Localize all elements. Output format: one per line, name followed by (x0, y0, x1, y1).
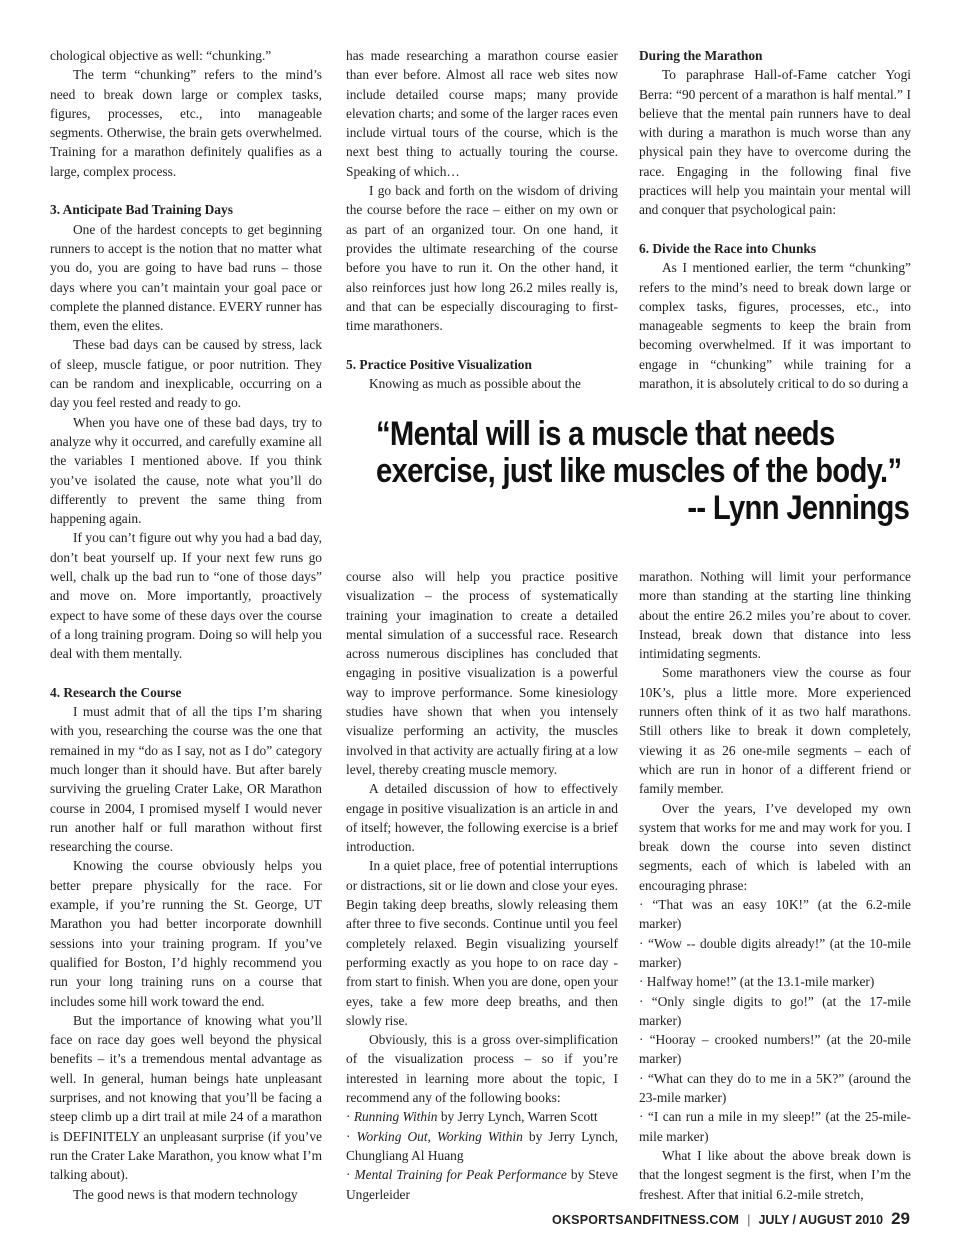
article-column-2-bottom (346, 567, 618, 1204)
book-item: · Mental Training for Peak Performance by Steve Ungerleider (346, 1167, 618, 1202)
book-title: Running Within (353, 1109, 438, 1125)
section-heading-4: 4. Research the Course (50, 684, 182, 700)
paragraph: When you have one of these bad days, try to analyze why it occurred, and carefully examine all the variables I mentioned above. If you think you’ve isolated the cause, note what you’ll do differently to prevent the same thing from happening again. (50, 414, 322, 527)
paragraph: In a quiet place, free of potential interruptions or distractions, sit or lie down and close your eyes. Begin taking deep breaths, slowly releasing them after three to five seconds. Continue until you feel completely relaxed. Begin visualizing yourself performing exactly as you hope to on race day - from start to finish. When you are done, open your eyes, take a few more deep breaths, and then slowly rise. (346, 858, 618, 1028)
paragraph: As I mentioned earlier, the term “chunking” refers to the mind’s need to break down large or complex tasks, figures, processes, etc., into manageable segments to keep the brain from becoming overwhelmed. If it was important to engage in “chunking” while training for a marathon, it is absolutely critical to do so during a (639, 260, 911, 392)
section-heading-3: 3. Anticipate Bad Training Days (50, 202, 233, 218)
paragraph: course also will help you practice positive visualization – the process of systematically training your imagination to create a detailed mental simulation of a successful race. Research across numerous disciplines has concluded that engaging in positive visualization is a powerful way to improve performance. Some kinesiology studies have shown that when you intensely visualize performing an activity, the muscles involved in that activity are actually firing at a low level, thereby creating muscle memory. (346, 569, 618, 777)
footer-separator: | (747, 1212, 751, 1227)
paragraph: The term “chunking” refers to the mind’s need to break down large or complex tasks, figures, processes, etc., into manageable segments. Otherwise, the brain gets overwhelmed. Training for a marathon definitely qualifies as a large, complex process. (50, 67, 322, 179)
paragraph: Knowing the course obviously helps you better prepare physically for the race. For example, if you’re running the St. George, UT Marathon you had better incorporate downhill sessions into your training program. If you’ve qualified for Boston, I’d highly recommend you run your long training runs on a course that includes some hill work toward the end. (50, 858, 322, 1009)
paragraph: has made researching a marathon course easier than ever before. Almost all race web sites now include detailed course maps; many provide elevation charts; and some of the larger races even include virtual tours of the course, which is the next best thing to actually touring the course. Speaking of which… (346, 48, 618, 179)
segment-item: · “Hooray – crooked numbers!” (at the 20-mile marker) (639, 1032, 911, 1067)
footer-issue-date: JULY / AUGUST 2010 (758, 1213, 884, 1227)
book-item: · Running Within by Jerry Lynch, Warren Scott (346, 1109, 598, 1125)
paragraph: The good news is that modern technology (73, 1186, 298, 1202)
paragraph: What I like about the above break down is that the longest segment is the first, when I’m the freshest. After that initial 6.2-mile stretch, (639, 1147, 911, 1202)
segment-item: · “Only single digits to go!” (at the 17-mile marker) (639, 993, 911, 1028)
segment-item: · “I can run a mile in my sleep!” (at the 25-mile-mile marker) (639, 1109, 911, 1144)
pull-quote (376, 415, 910, 527)
section-heading-during: During the Marathon (639, 48, 763, 63)
paragraph: A detailed discussion of how to effectively engage in positive visualization is an article in and of itself; however, the following exercise is a brief introduction. (346, 781, 618, 855)
footer-website: OKSPORTSANDFITNESS.COM (552, 1213, 740, 1227)
page-number: 29 (891, 1209, 910, 1228)
paragraph: To paraphrase Hall-of-Fame catcher Yogi Berra: “90 percent of a marathon is half mental.” I believe that the mental pain runners have to deal with during a marathon is much worse than any physical pain they have to overcome during the race. Engaging in the following final five practices will help you maintain your mental will and conquer that psychological pain: (639, 67, 911, 218)
article-column-3-bottom (639, 567, 911, 1204)
segment-item: · “What can they do to me in a 5K?” (around the 23-mile marker) (639, 1070, 911, 1106)
paragraph: But the importance of knowing what you’ll face on race day goes well beyond the physical benefits – it’s a tremendous mental advantage as well. In general, human beings hate unpleasant surprises, and not knowing that you’ll be facing a steep climb up a dirt trail at mile 24 of a marathon is DEFINITELY an unpleasant surprise (if you’ve run the Crater Lake Marathon, you know what I’m talking about). (50, 1012, 322, 1183)
paragraph: I must admit that of all the tips I’m sharing with you, researching the course was the one that remained in my “do as I say, not as I do” category much longer than it should have. But after barely surviving the grueling Crater Lake, OR Marathon course in 2004, I promised myself I would never run another half or full marathon without first researching the course. (50, 704, 322, 855)
paragraph: One of the hardest concepts to get beginning runners to accept is the notion that no matter what you do, you are going to have bad runs – those days where you can’t maintain your goal pace or complete the planned distance. EVERY runner has them, even the elites. (50, 221, 322, 334)
segment-item: · “That was an easy 10K!” (at the 6.2-mile marker) (639, 897, 911, 932)
page-footer (552, 1209, 910, 1229)
paragraph: I go back and forth on the wisdom of driving the course before the race – either on my own or as part of an organized tour. On one hand, it provides the ultimate researching of the course before you have to run it. On the other hand, it also reinforces just how long 26.2 miles really is, and that can be especially discouraging to first-time marathoners. (346, 183, 618, 334)
paragraph: These bad days can be caused by stress, lack of sleep, muscle fatigue, or poor nutrition. They can be random and inexplicable, occurring on a day you feel rested and ready to go. (50, 337, 322, 411)
book-item: · Working Out, Working Within by Jerry Lynch, Chungliang Al Huang (346, 1128, 618, 1163)
paragraph: Some marathoners view the course as four 10K’s, plus a little more. More experienced runners often think of it as two half marathons. Still others like to break it down completely, viewing it as 26 one-mile segments – each of which are run in honor of a different friend or family member. (639, 665, 911, 797)
pull-quote-text: “Mental will is a muscle that needs exercise, just like muscles of the body.” (376, 415, 902, 490)
paragraph: chological objective as well: “chunking.” (50, 48, 272, 63)
pull-quote-attribution: -- Lynn Jennings (687, 489, 910, 527)
paragraph: Over the years, I’ve developed my own system that works for me and may work for you. I break down the course into seven distinct segments, each of which is labeled with an encouraging phrase: (639, 800, 911, 893)
article-column-1 (50, 46, 322, 1204)
article-column-3-top (639, 46, 911, 393)
paragraph: If you can’t figure out why you had a bad day, don’t beat yourself up. If your next few runs go well, chalk up the bad run to “one of those days” and move on. More importantly, proactively expect to have some of these days over the course of a long training program. Doing so will help you deal with them mentally. (50, 530, 322, 662)
segment-item: · Halfway home!” (at the 13.1-mile marker) (639, 974, 875, 990)
book-title: Working Out, Working Within (356, 1128, 523, 1144)
paragraph: Knowing as much as possible about the (369, 376, 581, 392)
section-heading-5: 5. Practice Positive Visualization (346, 356, 532, 372)
paragraph: marathon. Nothing will limit your performance more than standing at the starting line thinking about the entire 26.2 miles you’re about to cover. Instead, break down that distance into less intimidating segments. (639, 569, 911, 662)
section-heading-6: 6. Divide the Race into Chunks (639, 240, 817, 256)
book-title: Mental Training for Peak Performance (354, 1167, 567, 1183)
segment-item: · “Wow -- double digits already!” (at the 10-mile marker) (639, 935, 911, 970)
paragraph: Obviously, this is a gross over-simplification of the visualization process – so if you’re interested in learning more about the topic, I recommend any of the following books: (346, 1032, 618, 1106)
article-column-2-top (346, 46, 618, 393)
